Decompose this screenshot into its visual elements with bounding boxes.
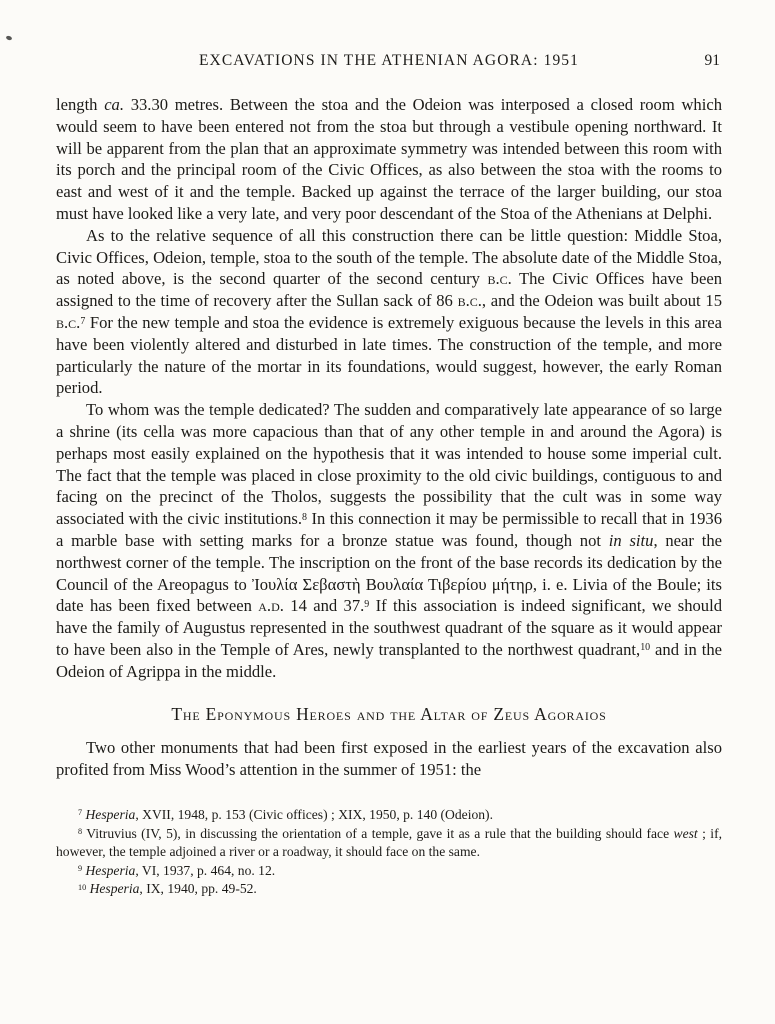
section-heading: The Eponymous Heroes and the Altar of Zeus Agoraios [171,703,607,724]
italic-run: Hesperia [85,862,136,878]
text-run: , and the Odeion was built about 15 [481,291,722,311]
italic-run: Hesperia [85,806,136,822]
text-run: As to the relative sequence of all this construction there can be little question: Middle Stoa, Civic Offices, Odeion, temple, stoa to the south of the temple. The absolute date of the Middle Stoa, as noted above, is the second quarter of the second century [56,225,722,289]
text-run: length [56,95,105,114]
footnote-ref: 10 [640,642,651,654]
running-header [56,52,722,70]
text-run: ; if, however, the temple adjoined a river or a roadway, it should face on the same. [56,825,722,860]
body-text [56,94,722,781]
text-run: Two other monuments that had been first exposed in the earliest years of the excavation also profited from Miss Wood’s attention in the summer of 1951: the [56,738,722,780]
text-run: The Civic Offices have been assigned to the time of recovery after the Sullan sack of 86 [56,269,722,311]
footnote-ref: 10 [78,882,87,892]
text-run: and in the Odeion of Agrippa in the middle. [56,639,722,681]
italic-run: ca. [104,95,124,114]
footnote-7 [56,806,722,825]
footnote-ref: 8 [302,511,308,523]
smallcaps-run: a.d. [258,596,284,616]
scan-artifact-speck [5,35,12,41]
text-run: , VI, 1937, p. 464, no. 12. [135,862,276,878]
body-paragraph-3 [56,399,722,682]
text-run: If this association is indeed significant, we should have the family of Augustus represented in the southwest quadrant of the square as it would appear to have been also in the Temple of Ares, newly transplanted to the northwest quadrant, [56,596,722,659]
body-paragraph-4 [56,737,722,781]
text-run: Vitruvius (IV, 5), in discussing the orientation of a temple, gave it as a rule that the building should face [82,825,674,841]
footnote-ref: 7 [80,315,86,327]
footnote-ref: 9 [364,598,370,610]
text-run: 14 and 37. [283,596,365,616]
text-run: , IX, 1940, pp. 49-52. [139,881,257,897]
text-run: , XVII, 1948, p. 153 (Civic offices) ; XIX, 1950, p. 140 (Odeion). [135,806,493,822]
smallcaps-run: b.c. [457,291,482,311]
text-run: For the new temple and stoa the evidence is extremely exiguous because the levels in this area have been violently altered and disturbed in late times. The construction of the temple, and more particularly the nature of the mortar in its foundations, would suggest, however, the early Roman period. [56,312,722,398]
smallcaps-run: b.c. [56,312,81,332]
text-run: 33.30 metres. Between the stoa and the Odeion was interposed a closed room which would seem to have been entered not from the stoa but through a vestibule opening northward. It will be apparent from the plan that an approximate symmetry was intended between this room with its porch and the principal room of the Civic Offices, as also between the stoa with the rooms to east and west of it and the temple. Backed up against the terrace of the larger building, our stoa must have looked like a very late, and very poor descendant of the Stoa of the Athenians at Delphi. [56,95,722,223]
page-number: 91 [704,52,720,69]
italic-run: west [673,825,698,841]
italic-run: in situ [608,530,654,550]
footnote-ref: 7 [78,808,83,818]
body-paragraph-1 [56,94,722,225]
footnotes-block [56,806,722,899]
footnote-8 [56,825,722,862]
text-run: In this connection it may be permissible to recall that in 1936 a marble base with setting marks for a bronze statue was found, though not [56,509,723,550]
footnote-ref: 8 [78,826,83,836]
text-run: , near the northwest corner of the temple. The inscription on the front of the base records its dedication by the Council of the Areopagus to Ἰουλία Σεβαστὴ Βουλαία Τιβερίου μήτηρ, i. e. Livia of the Boule; its date has been fixed between [56,530,722,616]
text-run: To whom was the temple dedicated? The sudden and comparatively late appearance of so large a shrine (its cella was more capacious than that of any other temple in and around the Agora) is perhaps most easily explained on the hypothesis that it was intended to house some imperial cult. The fact that the temple was placed in close proximity to the old civic buildings, contiguous to and facing on the precinct of the Tholos, suggests the possibility that the cult was in some way associated with the civic institutions. [56,400,722,529]
footnote-9 [56,862,722,881]
running-header-title: EXCAVATIONS IN THE ATHENIAN AGORA: 1951 [198,52,580,69]
smallcaps-run: b.c. [487,269,512,289]
body-paragraph-2 [56,225,722,399]
footnote-ref: 9 [78,864,83,874]
italic-run: Hesperia [89,881,140,897]
footnote-10 [56,880,722,899]
